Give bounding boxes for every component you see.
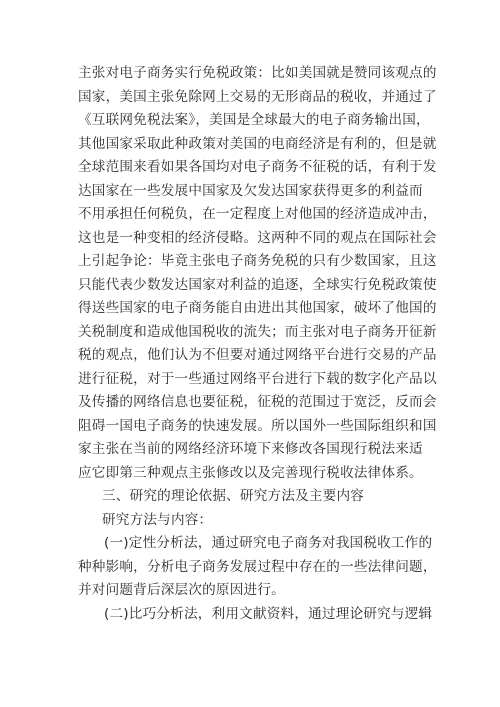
method-item-1-line: 种种影响，分析电子商务发展过程中存在的一些法律问题， — [78, 558, 437, 575]
paragraph-line: 上引起争论：毕竟主张电子商务免税的只有少数国家，且这 — [78, 253, 437, 269]
paragraph-line: 全球范围来看如果各国均对电子商务不征税的话，有利于发 — [78, 159, 437, 175]
paragraph-line: 关税制度和造成他国税收的流失；而主张对电子商务开征新 — [78, 323, 437, 340]
method-item-2-line: (二)比巧分析法，利用文献资料，通过理论研究与逻辑 — [104, 605, 433, 622]
paragraph-line: 只能代表少数发达国家对利益的追逐，全球实行免税政策使 — [78, 276, 437, 293]
paragraph-line: 税的观点，他们认为不但要对通过网络平台进行交易的产品 — [78, 347, 437, 363]
body-text — [78, 62, 437, 626]
paragraph-line: 应它即第三种观点主张修改以及完善现行税收法律体系。 — [78, 464, 423, 481]
section-heading: 三、研究的理论依据、研究方法及主要内容 — [102, 488, 365, 504]
paragraph-line: 达国家在一些发展中国家及欠发达国家获得更多的利益而 — [78, 182, 423, 199]
paragraph-line: 国家，美国主张免除网上交易的无形商品的税收，并通过了 — [78, 88, 437, 105]
paragraph-line: 不用承担任何税负，在一定程度上对他国的经济造成冲击， — [78, 206, 437, 222]
paragraph-line: 得送些国家的电子商务能自由进出其他国家，破坏了他国的 — [78, 300, 437, 316]
paragraph-line: 这也是一种变相的经济侵略。这两种不同的观点在国际社会 — [78, 229, 437, 246]
paragraph-line: 进行征税，对于一些通过网络平台进行下载的数字化产品以 — [78, 370, 437, 387]
paragraph-line: 其他国家采取此种政策对美国的电商经济是有利的，但是就 — [78, 135, 437, 152]
method-item-1-line: (一)定性分析法，通过研究电子商务对我国税收工作的 — [104, 535, 433, 551]
paragraph-line: 《互联网免税法案》，美国是全球最大的电子商务输出国， — [78, 112, 430, 128]
sub-heading: 研究方法与内容： — [102, 511, 213, 528]
paragraph-line: 家主张在当前的网络经济环境下来修改各国现行税法来适 — [78, 441, 423, 457]
paragraph-line: 及传播的网络信息也要征税，征税的范围过于宽泛，反而会 — [78, 394, 437, 410]
method-item-1-line: 并对问题背后深层次的原因进行。 — [78, 582, 285, 598]
paragraph-line: 阻碍一国电子商务的快速发展。所以国外一些国际组织和国 — [78, 417, 437, 434]
paragraph-line: 主张对电子商务实行免税政策：比如美国就是赞同该观点的 — [78, 65, 437, 81]
